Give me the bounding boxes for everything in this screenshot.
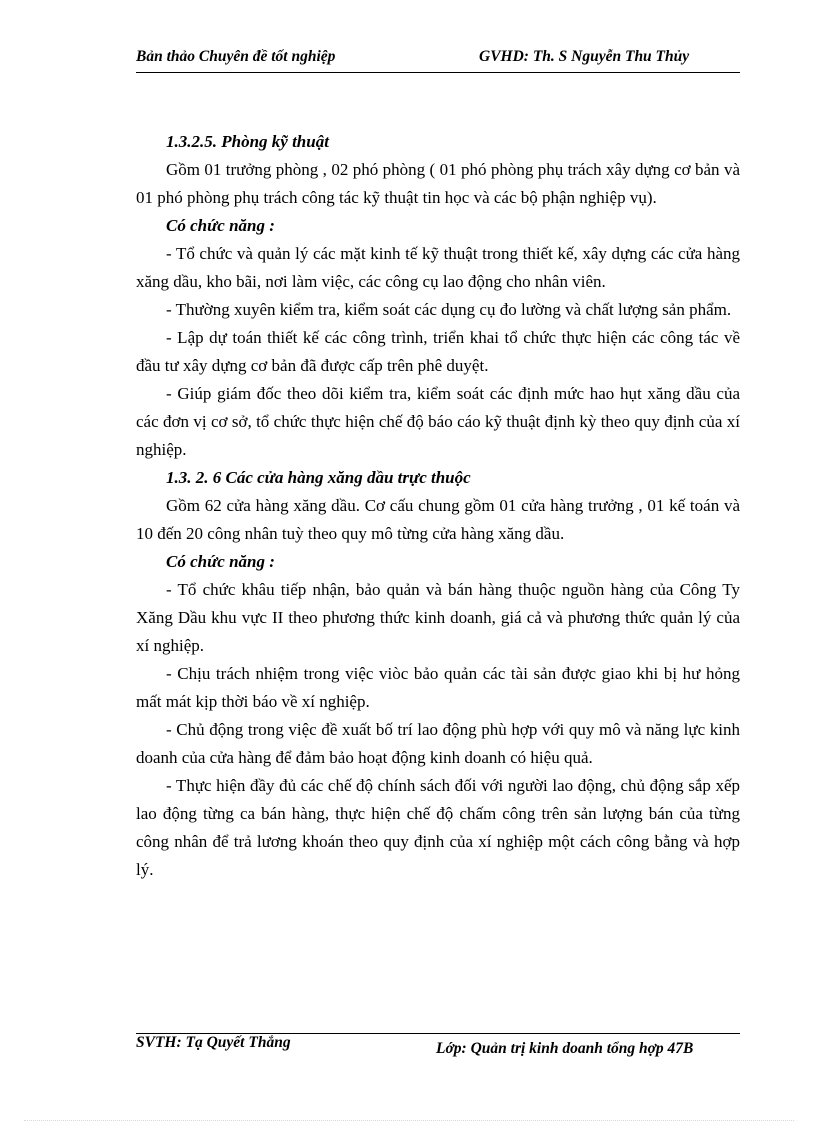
- page-header: [136, 48, 740, 73]
- bullet-paragraph: - Chịu trách nhiệm trong việc viòc bảo quản các tài sản được giao khi bị hư hỏng mất mát kịp thời báo về xí nghiệp.: [136, 664, 740, 711]
- paragraph: Gồm 62 cửa hàng xăng dầu. Cơ cấu chung gồm 01 cửa hàng trưởng , 01 kế toán và 10 đến 20 công nhân tuỳ theo quy mô từng cửa hàng xăng dầu.: [136, 496, 740, 543]
- header-supervisor: GVHD: Th. S Nguyễn Thu Thủy: [479, 48, 690, 65]
- bullet-paragraph: - Chủ động trong việc đề xuất bố trí lao động phù hợp với quy mô và năng lực kinh doanh của cửa hàng để đảm bảo hoạt động kinh doanh có hiệu quả.: [136, 720, 740, 767]
- footer-class: Lớp: Quản trị kinh doanh tổng hợp 47B: [436, 1040, 694, 1057]
- bullet-paragraph: - Thường xuyên kiểm tra, kiểm soát các dụng cụ đo lường và chất lượng sản phẩm.: [166, 300, 732, 319]
- subheading-functions: Có chức năng :: [166, 552, 275, 571]
- header-document-title: Bản thảo Chuyên đề tốt nghiệp: [136, 48, 336, 65]
- bullet-paragraph: - Lập dự toán thiết kế các công trình, triển khai tổ chức thực hiện các công tác về đầu tư xây dựng cơ bản đã được cấp trên phê duyệt.: [136, 328, 740, 375]
- bullet-paragraph: - Tổ chức khâu tiếp nhận, bảo quản và bán hàng thuộc nguồn hàng của Công Ty Xăng Dầu khu vực II theo phương thức kinh doanh, giá cả và phương thức quản lý của xí nghiệp.: [136, 580, 740, 655]
- bullet-paragraph: - Tổ chức và quản lý các mặt kinh tế kỹ thuật trong thiết kế, xây dựng các cửa hàng xăng dầu, kho bãi, nơi làm việc, các công cụ lao động cho nhân viên.: [136, 244, 740, 291]
- paragraph: Gồm 01 trưởng phòng , 02 phó phòng ( 01 phó phòng phụ trách xây dựng cơ bản và 01 phó phòng phụ trách công tác kỹ thuật tin học và các bộ phận nghiệp vụ).: [136, 160, 740, 207]
- footer-student: SVTH: Tạ Quyết Thắng: [136, 1034, 291, 1051]
- subheading-functions: Có chức năng :: [166, 216, 275, 235]
- bullet-paragraph: - Giúp giám đốc theo dõi kiểm tra, kiểm soát các định mức hao hụt xăng dầu của các đơn vị cơ sở, tổ chức thực hiện chế độ báo cáo kỹ thuật định kỳ theo quy định của xí nghiệp.: [136, 384, 740, 459]
- section-heading: 1.3. 2. 6 Các cửa hàng xăng dầu trực thuộc: [166, 468, 471, 487]
- page-footer: [136, 1033, 740, 1057]
- document-body: [136, 128, 740, 884]
- page-edge-divider: [24, 1120, 794, 1121]
- bullet-paragraph: - Thực hiện đầy đủ các chế độ chính sách đối với người lao động, chủ động sắp xếp lao động từng ca bán hàng, thực hiện chế độ chấm công trên sản lượng bán của từng công nhân để trả lương khoán theo quy định của xí nghiệp một cách công bằng và hợp lý.: [136, 776, 740, 879]
- section-heading: 1.3.2.5. Phòng kỹ thuật: [166, 132, 329, 151]
